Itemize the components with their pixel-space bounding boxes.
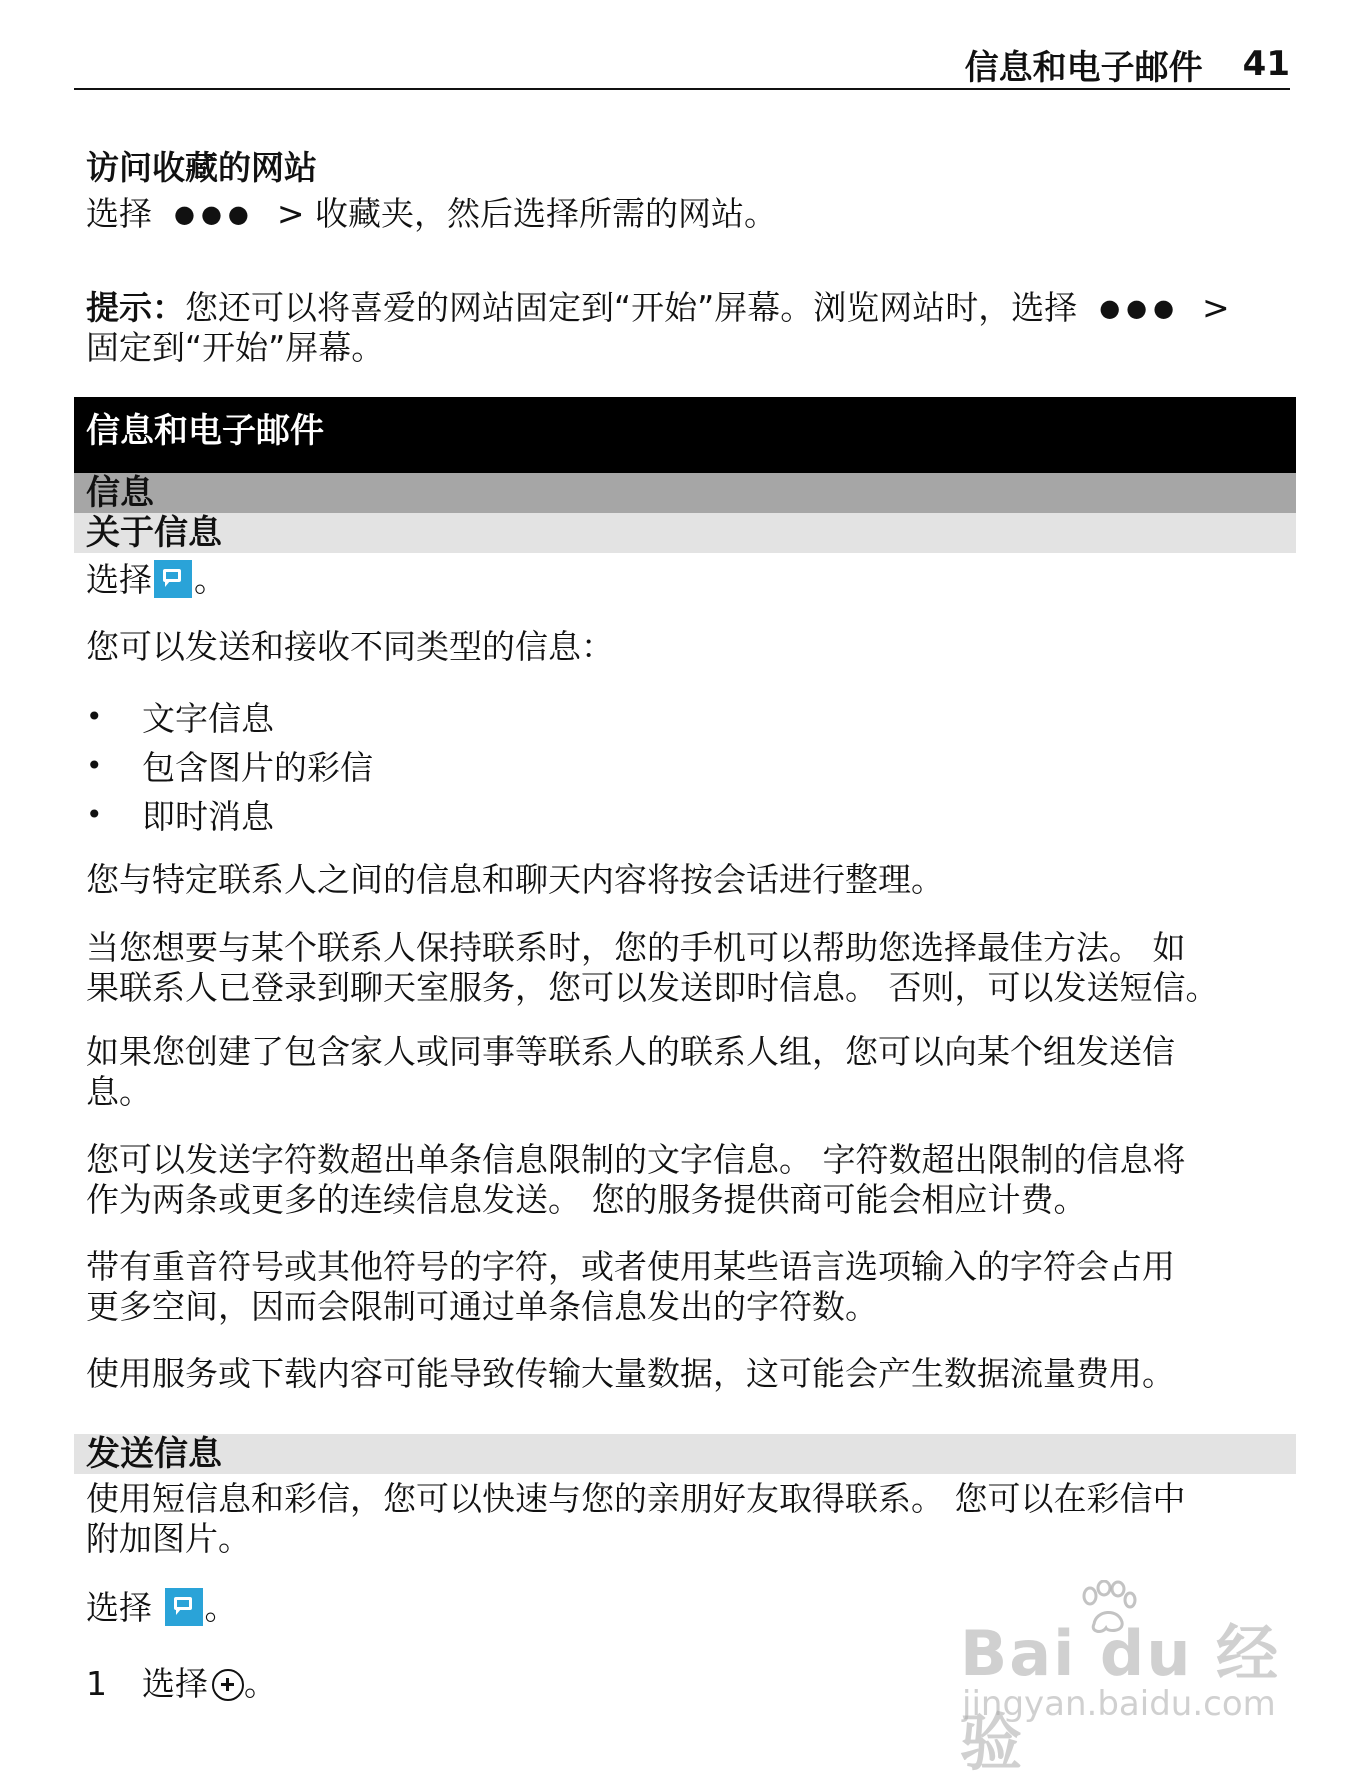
send-select-suffix: 。 xyxy=(204,1588,238,1627)
tip-line-1 xyxy=(86,288,1286,328)
tip-line-2: 固定到“开始”屏幕。 xyxy=(86,328,385,367)
paragraph-long-messages-2: 作为两条或更多的连续信息发送。 您的服务提供商可能会相应计费。 xyxy=(86,1180,1087,1219)
select-suffix: 。 xyxy=(194,560,227,599)
about-heading: 关于信息 xyxy=(86,513,222,553)
step-prefix: 选择 xyxy=(142,1664,208,1703)
message-icon xyxy=(154,560,192,598)
select-messaging-line xyxy=(86,560,1286,600)
bullet-icon: • xyxy=(86,798,103,831)
step-suffix: 。 xyxy=(244,1664,277,1703)
send-paragraph-1: 使用短信息和彩信，您可以快速与您的亲朋好友取得联系。 您可以在彩信中 xyxy=(86,1479,1186,1518)
favorites-select-suffix: > 收藏夹，然后选择所需的网站。 xyxy=(276,194,777,233)
paragraph-groups-2: 息。 xyxy=(86,1072,152,1111)
list-item xyxy=(86,692,373,741)
favorites-instruction xyxy=(86,194,1286,234)
paragraph-groups-1: 如果您创建了包含家人或同事等联系人的联系人组，您可以向某个组发送信 xyxy=(86,1032,1175,1071)
paragraph-data-costs: 使用服务或下载内容可能导致传输大量数据，这可能会产生数据流量费用。 xyxy=(86,1354,1175,1393)
select-prefix: 选择 xyxy=(86,560,152,599)
bullet-icon: • xyxy=(86,749,103,782)
paragraph-best-method-1: 当您想要与某个联系人保持联系时，您的手机可以帮助您选择最佳方法。 如 xyxy=(86,928,1186,967)
paragraph-conversations: 您与特定联系人之间的信息和聊天内容将按会话进行整理。 xyxy=(86,860,944,899)
add-circle-icon xyxy=(212,1669,244,1701)
section-title-bar xyxy=(74,397,1296,473)
favorites-select-prefix: 选择 xyxy=(86,194,152,233)
header-title: 信息和电子邮件 xyxy=(964,47,1203,88)
send-paragraph-2: 附加图片。 xyxy=(86,1519,251,1558)
send-heading-bar xyxy=(74,1434,1296,1474)
paragraph-special-chars-1: 带有重音符号或其他符号的字符，或者使用某些语言选项输入的字符会占用 xyxy=(86,1247,1175,1286)
page-header xyxy=(74,40,1290,90)
watermark-url: jingyan.baidu.com xyxy=(962,1684,1276,1724)
page-number: 41 xyxy=(1242,44,1290,84)
about-heading-bar xyxy=(74,513,1296,553)
paragraph-special-chars-2: 更多空间，因而会限制可通过单条信息发出的字符数。 xyxy=(86,1287,878,1326)
list-item-text: 即时消息 xyxy=(142,797,274,836)
tip-text: 您还可以将喜爱的网站固定到“开始”屏幕。浏览网站时，选择 xyxy=(185,288,1078,327)
message-types-list xyxy=(86,692,373,839)
subsection-title: 信息 xyxy=(86,473,154,513)
more-dots-icon-2: ●●● xyxy=(1099,294,1181,322)
list-item xyxy=(86,741,373,790)
list-item-text: 文字信息 xyxy=(142,699,274,738)
list-item xyxy=(86,790,373,839)
bullet-icon: • xyxy=(86,700,103,733)
subsection-bar xyxy=(74,473,1296,513)
paragraph-long-messages-1: 您可以发送字符数超出单条信息限制的文字信息。 字符数超出限制的信息将 xyxy=(86,1140,1186,1179)
watermark-brand: Bai du 经验 xyxy=(960,1617,1281,1779)
step-number: 1 xyxy=(86,1664,107,1703)
list-item-text: 包含图片的彩信 xyxy=(142,748,373,787)
favorites-heading: 访问收藏的网站 xyxy=(86,148,317,187)
tip-label: 提示： xyxy=(86,288,185,327)
send-heading: 发送信息 xyxy=(86,1434,222,1474)
section-title: 信息和电子邮件 xyxy=(86,411,324,451)
message-types-intro: 您可以发送和接收不同类型的信息： xyxy=(86,627,614,666)
tip-arrow: > xyxy=(1202,288,1230,327)
baidu-watermark xyxy=(960,1580,1290,1779)
send-select-prefix: 选择 xyxy=(86,1588,163,1627)
message-icon xyxy=(165,1588,203,1626)
paragraph-best-method-2: 果联系人已登录到聊天室服务，您可以发送即时信息。 否则，可以发送短信。 xyxy=(86,968,1219,1007)
more-dots-icon: ●●● xyxy=(174,200,255,228)
